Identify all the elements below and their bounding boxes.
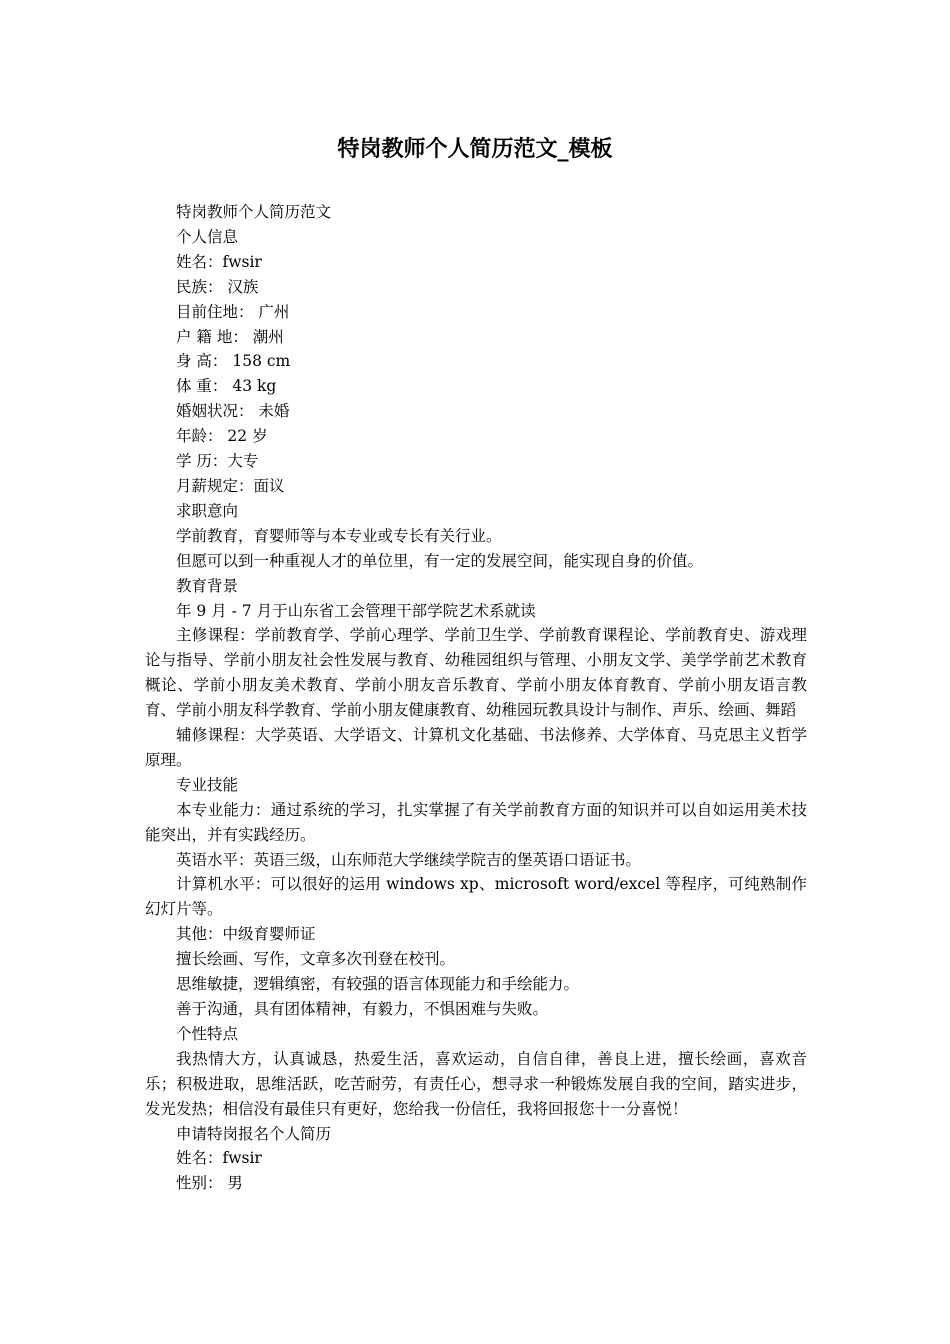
paragraph: 但愿可以到一种重视人才的单位里，有一定的发展空间，能实现自身的价值。 [176, 551, 704, 570]
paragraph: 民族： 汉族 [176, 277, 259, 296]
paragraph: 计算机水平：可以很好的运用 windows xp、microsoft word/excel 等程序，可纯熟制作幻灯片等。 [145, 875, 807, 919]
paragraph: 善于沟通，具有团体精神，有毅力，不惧困难与失败。 [176, 1000, 549, 1018]
paragraph: 我热情大方，认真诚恳，热爱生活，喜欢运动，自信自律，善良上进，擅长绘画，喜欢音乐；积极进取，思维活跃，吃苦耐劳，有责任心，想寻求一种锻炼发展自我的空间，踏实进步，发光发热；相信没有最佳只有更好，您给我一份信任，我将回报您十一分喜悦！ [145, 1049, 807, 1118]
paragraph: 婚姻状况： 未婚 [176, 402, 290, 421]
paragraph: 主修课程：学前教育学、学前心理学、学前卫生学、学前教育课程论、学前教育史、游戏理论与指导、学前小朋友社会性发展与教育、幼稚园组织与管理、小朋友文学、美学学前艺术教育概论、学前小朋友美术教育、学前小朋友音乐教育、学前小朋友体育教育、学前小朋友语言教育、学前小朋友科学教育、学前小朋友健康教育、幼稚园玩教具设计与制作、声乐、绘画、舞蹈 [145, 626, 807, 720]
paragraph: 户 籍 地： 潮州 [176, 327, 284, 346]
paragraph: 体 重： 43 kg [176, 377, 277, 396]
paragraph: 求职意向 [176, 501, 239, 520]
paragraph: 教育背景 [176, 576, 239, 595]
paragraph: 月薪规定：面议 [176, 476, 285, 495]
paragraph: 目前住地： 广州 [176, 302, 290, 321]
paragraph: 年龄： 22 岁 [176, 427, 268, 446]
paragraph: 姓名：fwsir [176, 1149, 262, 1168]
paragraph: 申请特岗报名个人简历 [176, 1124, 332, 1143]
paragraph: 个人信息 [176, 227, 239, 246]
paragraph: 学前教育，育婴师等与本专业或专长有关行业。 [176, 526, 502, 545]
paragraph: 擅长绘画、写作，文章多次刊登在校刊。 [176, 950, 456, 969]
paragraph: 思维敏捷，逻辑缜密，有较强的语言体现能力和手绘能力。 [176, 975, 580, 994]
paragraph: 个性特点 [176, 1024, 239, 1043]
paragraph: 特岗教师个人简历范文 [176, 203, 332, 221]
paragraph: 英语水平：英语三级，山东师范大学继续学院吉的堡英语口语证书。 [176, 850, 642, 869]
paragraph: 学 历：大专 [176, 452, 259, 471]
paragraph: 专业技能 [176, 775, 239, 794]
document-title: 特岗教师个人简历范文_模板 [337, 136, 613, 162]
paragraph: 辅修课程：大学英语、大学语文、计算机文化基础、书法修养、大学体育、马克思主义哲学原理。 [145, 726, 807, 769]
paragraph: 姓名：fwsir [176, 252, 262, 271]
paragraph: 年 9 月 - 7 月于山东省工会管理干部学院艺术系就读 [176, 601, 536, 620]
document-body [145, 200, 807, 1196]
paragraph: 性别： 男 [176, 1174, 243, 1193]
paragraph: 身 高： 158 cm [176, 352, 291, 371]
paragraph: 本专业能力：通过系统的学习，扎实掌握了有关学前教育方面的知识并可以自如运用美术技能突出，并有实践经历。 [145, 800, 807, 844]
paragraph: 其他：中级育婴师证 [176, 925, 316, 944]
